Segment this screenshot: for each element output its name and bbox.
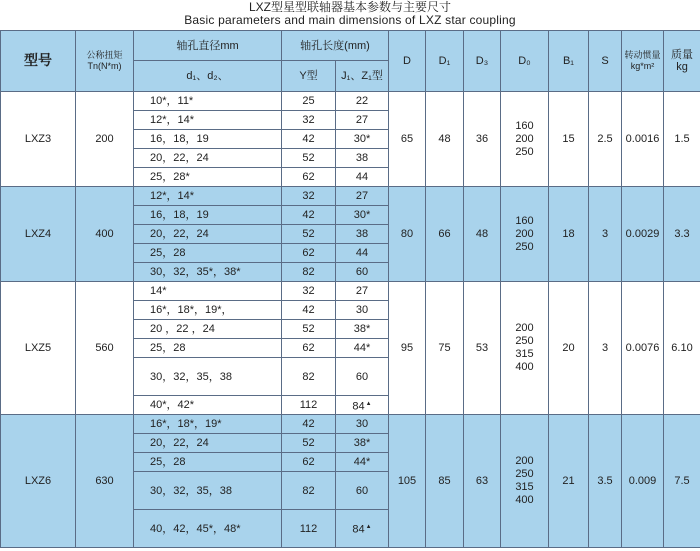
header-jz-type: J₁、Z₁型 [336, 61, 389, 92]
y-length-cell: 42 [282, 206, 336, 225]
title-chinese: LXZ型星型联轴器基本参数与主要尺寸 [0, 1, 700, 14]
bore-diameter-cell: 40*，42* [134, 396, 282, 415]
B1-cell: 20 [549, 282, 589, 415]
jz-length-value: 60 [356, 371, 368, 383]
D0-cell [501, 187, 549, 282]
torque-cell: 400 [76, 187, 134, 282]
mass-cell: 6.10 [664, 282, 700, 415]
jz-length-cell [336, 92, 389, 111]
header-D1: D₁ [426, 31, 464, 92]
title-english: Basic parameters and main dimensions of LXZ star coupling [0, 14, 700, 27]
table-row [1, 415, 700, 434]
y-length-cell: 62 [282, 244, 336, 263]
jz-length-value: 30* [354, 133, 371, 145]
D0-value: 200 [501, 228, 548, 241]
bore-diameter-cell: 25，28 [134, 244, 282, 263]
jz-length-value: 30 [356, 418, 368, 430]
bore-diameter-cell: 16*，18*，19* [134, 415, 282, 434]
bore-diameter-cell: 16*，18*，19*， [134, 301, 282, 320]
jz-length-cell [336, 472, 389, 510]
header-D3: D₃ [464, 31, 501, 92]
jz-length-cell [336, 111, 389, 130]
y-length-cell: 82 [282, 472, 336, 510]
jz-length-cell [336, 396, 389, 415]
bore-diameter-cell: 20 ，22 ，24 [134, 320, 282, 339]
D0-value: 315 [501, 348, 548, 361]
D3-cell: 36 [464, 92, 501, 187]
y-length-cell: 32 [282, 187, 336, 206]
D-cell: 95 [389, 282, 426, 415]
jz-length-value: 60 [356, 485, 368, 497]
bore-diameter-cell: 25，28 [134, 453, 282, 472]
header-bore-diameter: 轴孔直径mm [134, 31, 282, 61]
mass-cell: 3.3 [664, 187, 700, 282]
y-length-cell: 42 [282, 415, 336, 434]
coupling-spec-table [0, 30, 700, 548]
bore-diameter-cell: 25，28 [134, 339, 282, 358]
header-y-type: Y型 [282, 61, 336, 92]
inertia-cell: 0.0016 [622, 92, 664, 187]
torque-cell: 200 [76, 92, 134, 187]
bore-diameter-cell: 10*，11* [134, 92, 282, 111]
bore-diameter-cell: 12*，14* [134, 111, 282, 130]
bore-diameter-cell: 20，22，24 [134, 149, 282, 168]
jz-length-cell [336, 263, 389, 282]
page-title [0, 1, 700, 27]
S-cell: 3 [589, 282, 622, 415]
D1-cell: 75 [426, 282, 464, 415]
jz-length-cell [336, 415, 389, 434]
S-cell: 3.5 [589, 415, 622, 548]
jz-length-value: 30* [354, 209, 371, 221]
y-length-cell: 82 [282, 358, 336, 396]
D1-cell: 48 [426, 92, 464, 187]
jz-length-cell [336, 358, 389, 396]
D0-value: 250 [501, 146, 548, 159]
y-length-cell: 62 [282, 339, 336, 358]
bore-diameter-cell: 25，28* [134, 168, 282, 187]
jz-length-cell [336, 282, 389, 301]
D-cell: 105 [389, 415, 426, 548]
y-length-cell: 112 [282, 510, 336, 548]
D3-cell: 48 [464, 187, 501, 282]
jz-length-value: 44* [354, 456, 371, 468]
D1-cell: 66 [426, 187, 464, 282]
S-cell: 3 [589, 187, 622, 282]
jz-length-value: 38 [356, 228, 368, 240]
D0-cell [501, 92, 549, 187]
torque-cell: 560 [76, 282, 134, 415]
y-length-cell: 82 [282, 263, 336, 282]
jz-length-value: 27 [356, 190, 368, 202]
B1-cell: 15 [549, 92, 589, 187]
D0-value: 315 [501, 481, 548, 494]
jz-length-value: 27 [356, 285, 368, 297]
y-length-cell: 52 [282, 225, 336, 244]
jz-length-value: 44* [354, 342, 371, 354]
jz-length-cell [336, 206, 389, 225]
bore-diameter-cell: 16，18，19 [134, 206, 282, 225]
y-length-cell: 52 [282, 434, 336, 453]
D3-cell: 53 [464, 282, 501, 415]
S-cell: 2.5 [589, 92, 622, 187]
model-cell: LXZ4 [1, 187, 76, 282]
jz-length-cell [336, 225, 389, 244]
table-row [1, 187, 700, 206]
jz-length-value: 38* [354, 437, 371, 449]
bore-diameter-cell: 12*，14* [134, 187, 282, 206]
jz-length-value: 27 [356, 114, 368, 126]
D0-value: 200 [501, 455, 548, 468]
y-length-cell: 42 [282, 301, 336, 320]
jz-length-cell [336, 434, 389, 453]
y-length-cell: 112 [282, 396, 336, 415]
B1-cell: 18 [549, 187, 589, 282]
y-length-cell: 52 [282, 320, 336, 339]
D0-value: 160 [501, 215, 548, 228]
bore-diameter-cell: 30，32，35*，38* [134, 263, 282, 282]
D0-value: 200 [501, 322, 548, 335]
D0-value: 200 [501, 133, 548, 146]
bore-diameter-cell: 16，18，19 [134, 130, 282, 149]
D0-value: 400 [501, 361, 548, 374]
jz-length-cell [336, 301, 389, 320]
torque-cell: 630 [76, 415, 134, 548]
y-length-cell: 52 [282, 149, 336, 168]
D1-cell: 85 [426, 415, 464, 548]
model-cell: LXZ3 [1, 92, 76, 187]
jz-length-value: 22 [356, 95, 368, 107]
table-row [1, 282, 700, 301]
mass-cell: 1.5 [664, 92, 700, 187]
header-inertia: 转动惯量 kg*m² [622, 31, 664, 92]
y-length-cell: 62 [282, 168, 336, 187]
header-D0: D₀ [501, 31, 549, 92]
header-torque: 公称扭矩 Tn(N*m) [76, 31, 134, 92]
y-length-cell: 42 [282, 130, 336, 149]
y-length-cell: 32 [282, 111, 336, 130]
jz-length-value: 44 [356, 247, 368, 259]
inertia-cell: 0.0076 [622, 282, 664, 415]
D0-value: 250 [501, 241, 548, 254]
jz-length-cell [336, 320, 389, 339]
jz-length-cell [336, 339, 389, 358]
jz-length-value: 30 [356, 304, 368, 316]
y-length-cell: 32 [282, 282, 336, 301]
table-row [1, 92, 700, 111]
B1-cell: 21 [549, 415, 589, 548]
bore-diameter-cell: 40，42，45*，48* [134, 510, 282, 548]
D0-cell [501, 415, 549, 548]
jz-length-cell [336, 187, 389, 206]
header-B1: B₁ [549, 31, 589, 92]
header-S: S [589, 31, 622, 92]
jz-length-value: 38* [354, 323, 371, 335]
bore-diameter-cell: 30，32，35，38 [134, 472, 282, 510]
header-mass: 质量 kg [664, 31, 700, 92]
bore-diameter-cell: 14* [134, 282, 282, 301]
jz-length-cell [336, 510, 389, 548]
header-bore-sub: d₁、d₂、 [134, 61, 282, 92]
y-length-cell: 25 [282, 92, 336, 111]
D0-value: 400 [501, 494, 548, 507]
y-length-cell: 62 [282, 453, 336, 472]
D0-value: 160 [501, 120, 548, 133]
jz-length-value: 84 [352, 400, 364, 412]
jz-length-value: 44 [356, 171, 368, 183]
jz-length-cell [336, 149, 389, 168]
triangle-marker-icon: ▲ [366, 401, 372, 407]
header-D: D [389, 31, 426, 92]
D3-cell: 63 [464, 415, 501, 548]
model-cell: LXZ6 [1, 415, 76, 548]
header-bore-length: 轴孔长度(mm) [282, 31, 389, 61]
jz-length-cell [336, 453, 389, 472]
D-cell: 65 [389, 92, 426, 187]
D0-value: 250 [501, 335, 548, 348]
D0-value: 250 [501, 468, 548, 481]
mass-cell: 7.5 [664, 415, 700, 548]
inertia-cell: 0.009 [622, 415, 664, 548]
header-model: 型号 [1, 31, 76, 92]
triangle-marker-icon: ▲ [366, 524, 372, 530]
jz-length-cell [336, 130, 389, 149]
D0-cell [501, 282, 549, 415]
jz-length-cell [336, 244, 389, 263]
bore-diameter-cell: 20，22，24 [134, 225, 282, 244]
inertia-cell: 0.0029 [622, 187, 664, 282]
D-cell: 80 [389, 187, 426, 282]
model-cell: LXZ5 [1, 282, 76, 415]
jz-length-cell [336, 168, 389, 187]
bore-diameter-cell: 30，32，35，38 [134, 358, 282, 396]
bore-diameter-cell: 20，22，24 [134, 434, 282, 453]
jz-length-value: 84 [352, 524, 364, 536]
jz-length-value: 60 [356, 266, 368, 278]
jz-length-value: 38 [356, 152, 368, 164]
